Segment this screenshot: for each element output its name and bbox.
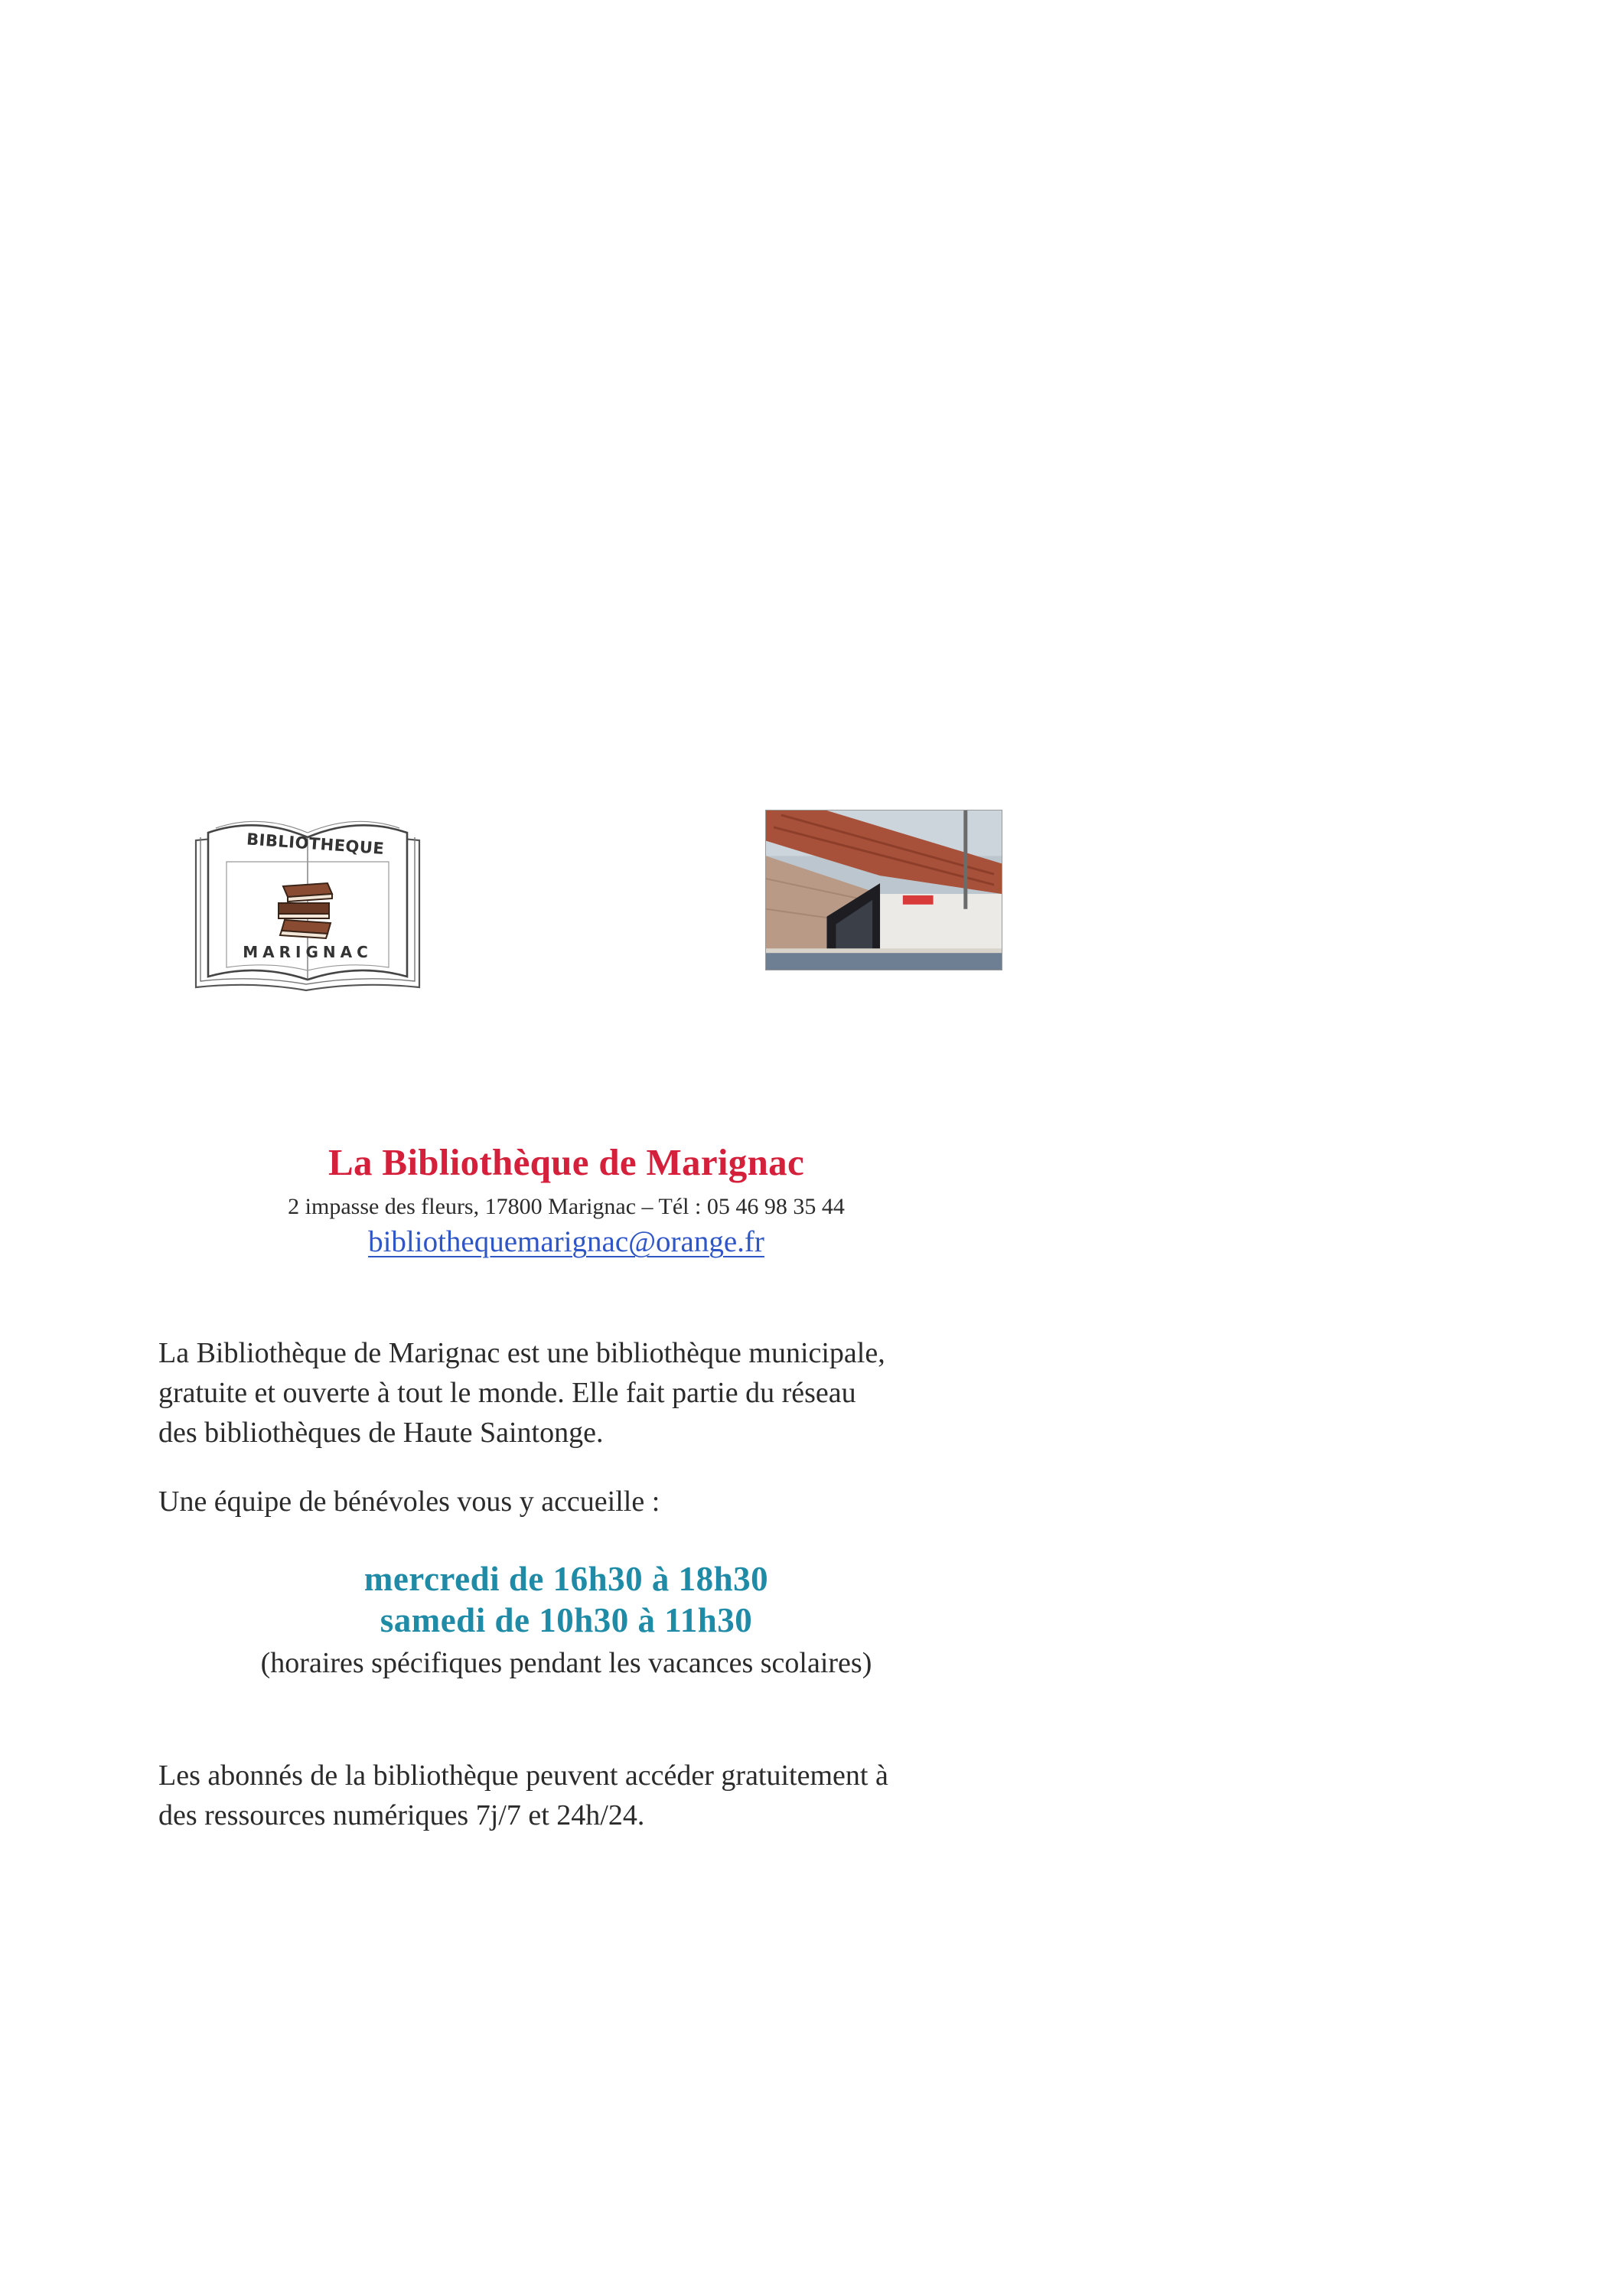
logo-top-text: BIBLIOTHEQUE bbox=[246, 830, 385, 858]
hours-note: (horaires spécifiques pendant les vacances scolaires) bbox=[260, 1647, 872, 1679]
intro-line: La Bibliothèque de Marignac est une bibliothèque municipale, bbox=[158, 1337, 885, 1369]
intro-line: des bibliothèques de Haute Saintonge. bbox=[158, 1417, 604, 1449]
email-link[interactable]: bibliothequemarignac@orange.fr bbox=[368, 1225, 764, 1258]
digital-line: des ressources numériques 7j/7 et 24h/24. bbox=[158, 1799, 645, 1831]
library-building-photo bbox=[765, 810, 1002, 970]
hours-slot-wednesday: mercredi de 16h30 à 18h30 bbox=[363, 1560, 769, 1598]
intro-line: gratuite et ouverte à tout le monde. Elle fait partie du réseau bbox=[158, 1377, 856, 1409]
hours-slot-saturday: samedi de 10h30 à 11h30 bbox=[380, 1601, 753, 1639]
logo-bottom-text: MARIGNAC bbox=[243, 943, 373, 961]
opening-hours bbox=[0, 1558, 1133, 1684]
email-line bbox=[0, 1225, 1133, 1259]
digital-line: Les abonnés de la bibliothèque peuvent accéder gratuitement à bbox=[158, 1760, 888, 1792]
address-line: 2 impasse des fleurs, 17800 Marignac – Tél : 05 46 98 35 44 bbox=[288, 1194, 845, 1219]
team-paragraph bbox=[158, 1482, 1038, 1521]
page-title: La Bibliothèque de Marignac bbox=[328, 1141, 804, 1183]
intro-paragraph bbox=[158, 1333, 1038, 1453]
library-logo bbox=[193, 817, 422, 996]
digital-resources-paragraph bbox=[158, 1756, 1038, 1835]
team-line: Une équipe de bénévoles vous y accueille : bbox=[158, 1486, 660, 1518]
